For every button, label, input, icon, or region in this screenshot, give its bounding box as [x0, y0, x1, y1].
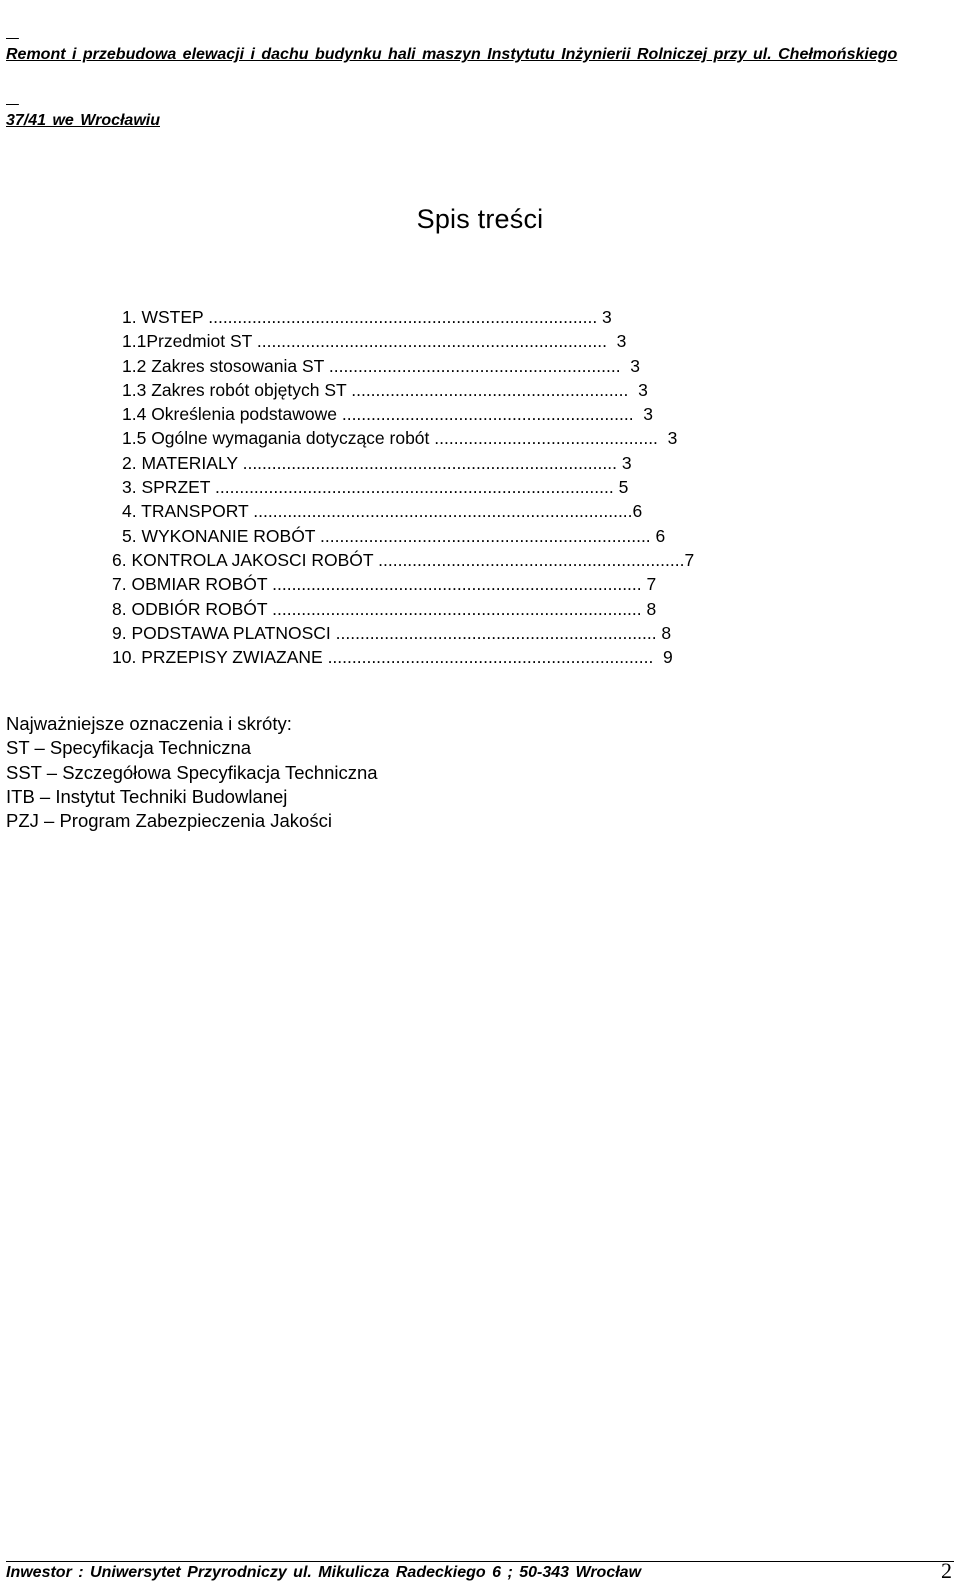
toc-item-okreslenia[interactable]: 1.4 Określenia podstawowe ............................................................ 3: [122, 404, 654, 425]
toc-item-wstep[interactable]: 1. WSTEP ................................................................................ 3: [122, 307, 612, 327]
header-line-1: Remont i przebudowa elewacji i dachu budynku hali maszyn Instytutu Inżynierii Rolniczej przy ul. Chełmońskiego: [6, 46, 898, 63]
toc-item-sprzet[interactable]: 3. SPRZET .................................................................................. 5: [122, 477, 629, 498]
toc-item-ogolne-wymagania[interactable]: 1.5 Ogólne wymagania dotyczące robót .............................................. 3: [122, 428, 678, 449]
page-number: 2: [941, 1558, 952, 1583]
toc-item-transport[interactable]: 4. TRANSPORT ..............................................................................6: [122, 501, 643, 522]
abbreviations-heading: Najważniejsze oznaczenia i skróty:: [6, 713, 292, 734]
document-header: [6, 0, 956, 154]
page-title: Spis treści: [416, 204, 544, 234]
toc-item-odbior[interactable]: 8. ODBIÓR ROBÓT ............................................................................ 8: [112, 598, 657, 619]
header-line-2: 37/41 we Wrocławiu: [6, 112, 160, 129]
toc-item-wykonanie[interactable]: 5. WYKONANIE ROBÓT .................................................................... 6: [122, 525, 666, 546]
toc-item-kontrola[interactable]: 6. KONTROLA JAKOSCI ROBÓT ...............................................................7: [112, 549, 695, 570]
abbreviation-sst: SST – Szczegółowa Specyfikacja Techniczna: [6, 761, 378, 783]
toc-item-zakres-robot[interactable]: 1.3 Zakres robót objętych ST ......................................................... 3: [122, 379, 648, 400]
toc-item-zakres-stosowania[interactable]: 1.2 Zakres stosowania ST ............................................................ 3: [122, 355, 641, 376]
toc-item-podstawa-platnosci[interactable]: 9. PODSTAWA PLATNOSCI .................................................................. 8: [112, 622, 672, 643]
toc-item-przedmiot[interactable]: 1.1Przedmiot ST ........................................................................ 3: [122, 331, 627, 352]
toc-item-materialy[interactable]: 2. MATERIALY ............................................................................. 3: [122, 452, 632, 473]
document-footer: Inwestor : Uniwersytet Przyrodniczy ul. Mikulicza Radeckiego 6 ; 50-343 Wrocław: [6, 1564, 642, 1581]
toc-item-przepisy[interactable]: 10. PRZEPISY ZWIAZANE ................................................................... 9: [112, 647, 673, 668]
abbreviations-section: [6, 712, 906, 833]
toc-item-obmiar[interactable]: 7. OBMIAR ROBÓT ............................................................................ 7: [112, 574, 657, 595]
abbreviation-itb: ITB – Instytut Techniki Budowlanej: [6, 785, 288, 807]
footer-divider: [6, 1561, 954, 1562]
table-of-contents: [108, 305, 868, 669]
abbreviation-pzj: PZJ – Program Zabezpieczenia Jakości: [6, 810, 332, 832]
abbreviation-st: ST – Specyfikacja Techniczna: [6, 737, 252, 759]
